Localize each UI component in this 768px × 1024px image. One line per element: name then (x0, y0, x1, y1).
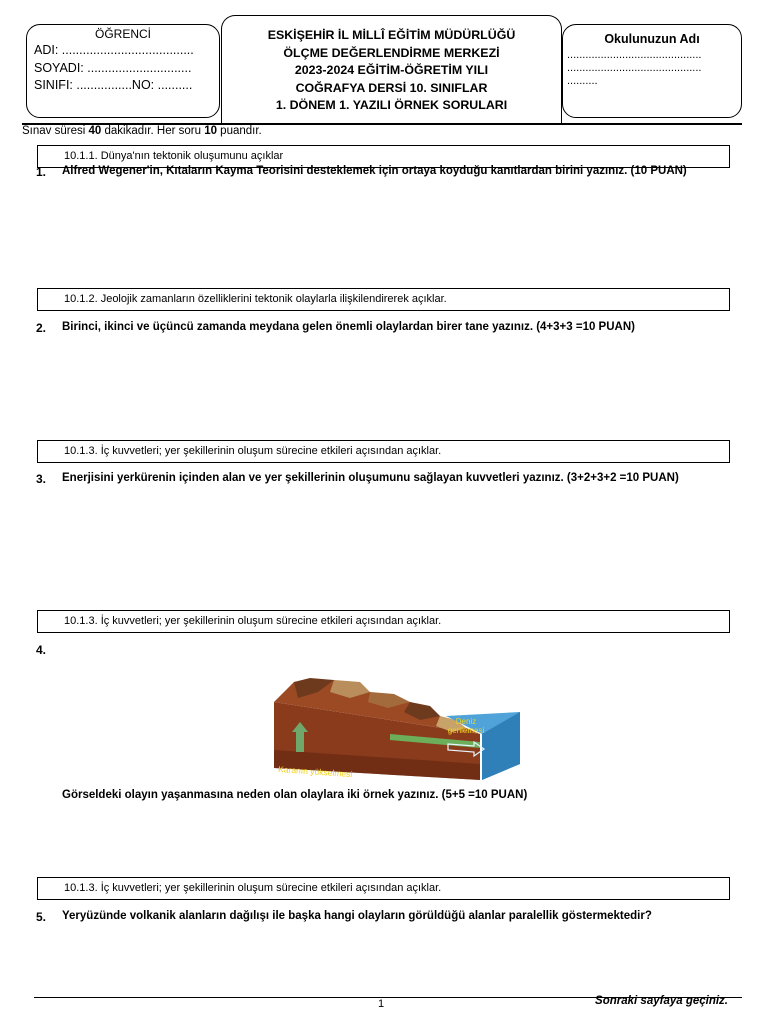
header-line-2: ÖLÇME DEĞERLENDİRME MERKEZİ (283, 45, 500, 60)
next-page-note: Sonraki sayfaya geçiniz. (595, 995, 728, 1007)
school-dots-2[interactable]: ............................................ (567, 62, 702, 74)
sea-label-1: Deniz (455, 717, 477, 726)
exam-header (221, 15, 562, 123)
question-number: 5. (36, 910, 47, 924)
outcome-box: 10.1.3. İç kuvvetleri; yer şekillerinin oluşum sürecine etkileri açısından açıklar. (37, 440, 730, 463)
question-number: 2. (36, 321, 47, 335)
student-title: ÖĞRENCİ (94, 27, 151, 41)
question-number: 4. (36, 643, 47, 657)
name-field[interactable]: ADI: ...................................... (34, 43, 194, 57)
outcome-box: 10.1.3. İç kuvvetleri; yer şekillerinin oluşum sürecine etkileri açısından açıklar. (37, 610, 730, 633)
exam-duration-info: Sınav süresi 40 dakikadır. Her soru 10 puandır. (22, 125, 262, 137)
school-title: Okulunuzun Adı (604, 32, 700, 46)
header-line-4: COĞRAFYA DERSİ 10. SINIFLAR (295, 80, 488, 95)
question-text: Alfred Wegener'in, Kıtaların Kayma Teorisini desteklemek için ortaya koyduğu kanıtlardan birini yazınız. (10 PUAN) (62, 165, 687, 177)
header-line-1: ESKİŞEHİR İL MİLLÎ EĞİTİM MÜDÜRLÜĞÜ (267, 28, 516, 42)
school-name-box (562, 24, 742, 118)
question-text: Birinci, ikinci ve üçüncü zamanda meydana gelen önemli olaylardan birer tane yazınız. (4+3+3 =10 PUAN) (62, 321, 635, 333)
header-line-3: 2023-2024 EĞİTİM-ÖĞRETİM YILI (294, 63, 489, 77)
school-dots-3[interactable]: .......... (567, 75, 598, 87)
question-text: Görseldeki olayın yaşanmasına neden olan olaylara iki örnek yazınız. (5+5 =10 PUAN) (62, 789, 528, 801)
outcome-box: 10.1.1. Dünya'nın tektonik oluşumunu açıklar (37, 145, 730, 168)
question-number: 1. (36, 165, 47, 179)
page-number: 1 (378, 998, 385, 1010)
header-line-5: 1. DÖNEM 1. YAZILI ÖRNEK SORULARI (275, 98, 508, 112)
class-number-field[interactable]: SINIFI: ................NO: .......... (34, 78, 193, 92)
outcome-box: 10.1.2. Jeolojik zamanların özelliklerini tektonik olaylarla ilişkilendirerek açıklar. (37, 288, 730, 311)
land-uplift-sea-regression-figure (270, 672, 524, 786)
school-dots-1[interactable]: ............................................ (567, 49, 702, 61)
surname-field[interactable]: SOYADI: .............................. (34, 61, 192, 75)
question-text: Yeryüzünde volkanik alanların dağılışı ile başka hangi olayların görüldüğü alanlar paralellik göstermektedir? (62, 910, 652, 922)
student-info-box (26, 24, 220, 118)
question-number: 3. (36, 472, 47, 486)
outcome-box: 10.1.3. İç kuvvetleri; yer şekillerinin oluşum sürecine etkileri açısından açıklar. (37, 877, 730, 900)
land-uplift-label: Karanın yükselmesi (277, 764, 353, 780)
sea-label-2: gerilemesi (447, 726, 485, 735)
question-text: Enerjisini yerkürenin içinden alan ve yer şekillerinin oluşumunu sağlayan kuvvetleri yazınız. (3+2+3+2 =10 PUAN) (62, 472, 679, 484)
